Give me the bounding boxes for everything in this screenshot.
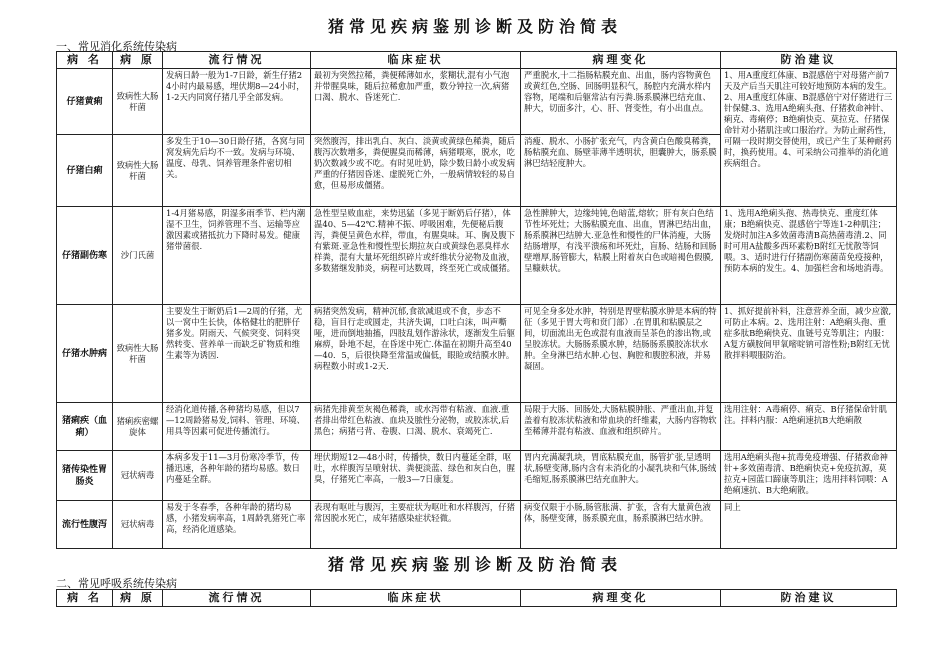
- pathogen-cell: 致病性大肠杆菌: [113, 69, 163, 135]
- epidemic-cell: 经消化道传播,各种猪均易感，但以7—12周龄猪易发,饲料、管理、环境、用具等因素可促进传播流行。: [163, 403, 311, 451]
- table-header-row: [57, 52, 897, 69]
- epidemic-cell: 1-4月猪易感，阴湿多雨季节、栏内潮湿不卫生，饲养管理不当、运输等应激因素或猪抵抗力下降时易发。健康猪带菌很.: [163, 207, 311, 305]
- respiratory-disease-table: [56, 589, 897, 607]
- epidemic-cell: 发病日龄一般为1-7日龄，新生仔猪24小时内最易感，埋伏期8—24小时，1-2天内同窝仔猪几乎全部发病。: [163, 69, 311, 135]
- header-symptoms: 临床症状: [311, 52, 521, 69]
- header-treatment: 防治建议: [721, 590, 897, 607]
- symptoms-cell: 表现有呕吐与腹泻，主要症状为呕吐和水样腹泻，仔猪常因脱水死亡，成年猪感染症状轻微。: [311, 501, 521, 549]
- treatment-cell: 1、选用A绝痢头孢、热毒快克、重度红体康；B绝痢快克、混感倍宁等连1-2种肌注；发烧时加注A多效菌毒清B高热菌毒清.2、同时可用A盐酸多西环素粉B附红无忧散等饲喂。3、适时进行仔猪副伤寒菌苗免疫接种，预防本病的发生。4、加强栏舍和场地消毒。: [721, 207, 897, 305]
- table-row: [57, 451, 897, 501]
- header-pathology: 病理变化: [521, 52, 721, 69]
- treatment-cell: 1、抓好提前补料，注意营养全面，减少应激,可防止本病。2、选用注射：A绝痢头孢、重症多肽B绝痢快克、血链号克等肌注；内服：A复方磺胺间甲氧嘧啶钠可溶性粉;B附红无忧散拌料喂服防治。: [721, 305, 897, 403]
- pathogen-cell: 猪痢疾密螺旋体: [113, 403, 163, 451]
- header-disease-name: 病 名: [57, 52, 113, 69]
- treatment-cell: 1、用A重度红体康、B混感倍宁对母猪产前7天及产后当天肌注可较好地预防本病的发生。2、用A重度红体康、B混感倍宁对仔猪进行三针保健.3、选用A绝痢头孢、仔猪救命神针、痢克、毒痢停；B绝痢快克、莫拉克、仔猪保命针对小猪肌注或口服治疗。为防止耐药性，可隔一段时期交替使用，或已产生了某种耐药时，换药使用。4、可采纳公司推举的消化道疾病组合。: [721, 69, 897, 207]
- epidemic-cell: 本病多发于11—3月份寒冷季节，传播迅速，各种年龄的猪均易感。数日内蔓延全群。: [163, 451, 311, 501]
- symptoms-cell: 病猪突然发病，精神沉郁,食欲减退或不食，步态不稳，盲目行走或圆走，共济失调，口吐白沫，叫声嘶哑，进而倒地抽搐，四肢乱划作游泳状，逐渐发生后躯麻痹，卧地不起，在昏迷中死亡.体温在初期升高至40—40．5，后很快降至常温或偏低，眼睑或结膜水肿。病程数小时或1-2天.: [311, 305, 521, 403]
- pathology-cell: 病变仅限于小肠,肠管胀满、扩张，含有大量黄色液体，肠壁变薄，肠系膜充血，肠系膜淋巴结水肿。: [521, 501, 721, 549]
- header-pathology: 病理变化: [521, 590, 721, 607]
- table-row: [57, 207, 897, 305]
- header-disease-name: 病 名: [57, 590, 113, 607]
- epidemic-cell: 易发于冬春季，各种年龄的猪均易感，小猪发病率高，1周龄乳猪死亡率高，经消化道感染。: [163, 501, 311, 549]
- disease-name: 流行性腹泻: [57, 501, 113, 549]
- header-epidemic: 流行情况: [163, 52, 311, 69]
- symptoms-cell: 突然腹泻，排出乳白、灰白、淡黄或黄绿色稀粪，随后腹泻次数增多，粪便腥臭而稀薄，病猪喂寒，脱水，吃奶次数减少或不吃。有时见吐奶，除少数日龄小或发病严重的仔猪因昏迷、虚脱死亡外，一般病情较轻的易自愈，但易形成僵猪。: [311, 135, 521, 207]
- header-treatment: 防治建议: [721, 52, 897, 69]
- pathogen-cell: 致病性大肠杆菌: [113, 135, 163, 207]
- header-epidemic: 流行情况: [163, 590, 311, 607]
- epidemic-cell: 多发生于10—30日龄仔猪，各窝与同窝发病先后均不一致。发病与环境、温度、母乳、饲养管理条件密切相关。: [163, 135, 311, 207]
- pathogen-cell: 沙门氏菌: [113, 207, 163, 305]
- symptoms-cell: 最初为突然拉稀，粪便稀薄如水，浆糊状,混有小气泡并带腥臭味，随后拉稀愈加严重，数分钟拉一次,病猪口渴、脱水、昏迷死亡.: [311, 69, 521, 135]
- pathology-cell: 消瘦、脱水、小肠扩张充气，内含黄白色酸臭稀粪，肠粘膜充血、肠壁菲薄半透明状，胆囊肿大，肠系膜淋巴结轻度肿大。: [521, 135, 721, 207]
- pathology-cell: 可见全身多处水肿，特别是胃壁粘膜水肿是本病的特征（多见于胃大弯和贲门部）.在胃肌和粘膜层之间，切面流出无色或混有血液而呈茶色的渗出物,或呈胶冻状。大肠肠系膜水肿，结肠肠系膜胶冻状水肿。全身淋巴结水肿.心包、胸腔和腹腔积液，并易凝固。: [521, 305, 721, 403]
- treatment-cell: 选用A绝痢头孢+抗毒免疫增强、仔猪救命神针+多效菌毒清、B绝痢快克+免疫抗源，莫拉克+园蓝口蹄康等肌注；选用拌料饲喂：A绝痢速抗、B大绝痢散。: [721, 451, 897, 501]
- table-row: [57, 501, 897, 549]
- treatment-cell: 选用注射：A毒痢停、痢克、B仔猪保命针肌注。拌料内服：A绝痢速抗B大绝痢散: [721, 403, 897, 451]
- page-title-second: 猪常见疾病鉴别诊断及防治简表: [327, 555, 622, 574]
- disease-name: 仔猪副伤寒: [57, 207, 113, 305]
- pathology-cell: 急性脾肿大，边缘纯钝,色暗蓝,熔软；肝有灰白色结节性坏死灶；大肠粘膜充血、出血，胃淋巴结出血，肠系膜淋巴结肿大.亚急性和慢性的尸体消瘦，大肠结肠增厚，有浅平溃疡和坏死灶，盲肠、结肠和回肠壁增厚,肠管膨大，粘膜上附着灰白色或暗褐色假膜,呈糠麸状。: [521, 207, 721, 305]
- section-heading-respiratory: 二、常见呼吸系统传染病: [56, 577, 177, 590]
- header-pathogen: 病 原: [113, 52, 163, 69]
- pathology-cell: 严重脱水,十二指肠粘膜充血、出血，肠内容物黄色或黄红色,空肠、回肠明显积气，肠腔内充满水样内容物，尾端和后躯常沾有污粪.肠系膜淋巴结充血、肿大，切面多汁，心、肝、肾变性，有小出血点。: [521, 69, 721, 135]
- disease-name: 猪传染性胃肠炎: [57, 451, 113, 501]
- symptoms-cell: 急性型呈败血症，来势迅猛（多见于断奶后仔猪），体温40、5—42℃.精神不振、呼吸困难，先便秘后腹泻，粪便呈黄色水样，带血，有腥臭味。耳、胸及腹下有紫斑.亚急性和慢性型长期拉灰白或黄绿色恶臭样水样粪，混有大量坏死组织碎片或纤维状分泌物及血液，多数猪继发肺炎，病程可达数周，终至死亡或成僵猪。: [311, 207, 521, 305]
- digestive-disease-table: [56, 51, 897, 549]
- header-symptoms: 临床症状: [311, 590, 521, 607]
- table-row: [57, 69, 897, 135]
- pathology-cell: 胃内充满凝乳块，胃底粘膜充血，肠管扩张,呈透明状,肠壁变薄,肠内含有未消化的小凝乳块和气体,肠绒毛缩短,肠系膜淋巴结充血肿大。: [521, 451, 721, 501]
- symptoms-cell: 埋伏期短12—48小时，传播快，数日内蔓延全群，呕吐，水样腹泻呈喷射状、粪便淡蓝、绿色和灰白色，腥臭，仔猪死亡率高，一般3—7日康复。: [311, 451, 521, 501]
- table-header-row: [57, 590, 897, 607]
- header-pathogen: 病 原: [113, 590, 163, 607]
- pathogen-cell: 致病性大肠杆菌: [113, 305, 163, 403]
- disease-name: 猪痢疾（血痢）: [57, 403, 113, 451]
- pathology-cell: 局限于大肠、回肠处,大肠粘膜肿胀、严重出血,并复盖着有胶冻状粘液和带血块的纤维素，大肠内容物软至稀薄并混有粘液、血液和组织碎片。: [521, 403, 721, 451]
- pathogen-cell: 冠状病毒: [113, 451, 163, 501]
- page-title: 猪常见疾病鉴别诊断及防治简表: [327, 17, 622, 36]
- pathogen-cell: 冠状病毒: [113, 501, 163, 549]
- symptoms-cell: 病猪先排黄至灰褐色稀粪，或水泻带有粘液、血液.重者排出带红色粘液、血块及脓性分泌物，或胶冻状,后黑色；病猪弓背、卷腹、口渴、脱水、衰竭死亡.: [311, 403, 521, 451]
- disease-name: 仔猪水肿病: [57, 305, 113, 403]
- section-heading-digestive: 一、常见消化系统传染病: [56, 40, 177, 53]
- treatment-cell: 同上: [721, 501, 897, 549]
- disease-name: 仔猪白痢: [57, 135, 113, 207]
- table-row: [57, 403, 897, 451]
- table-row: [57, 305, 897, 403]
- disease-name: 仔猪黄痢: [57, 69, 113, 135]
- epidemic-cell: 主要发生于断奶后1—2周的仔猪，尤以一窝中生长快，体格健壮的肥胖仔猪多发。阴雨天、气候突变、饲料突然转变、营养单一而缺乏矿物质和维生素等为诱因.: [163, 305, 311, 403]
